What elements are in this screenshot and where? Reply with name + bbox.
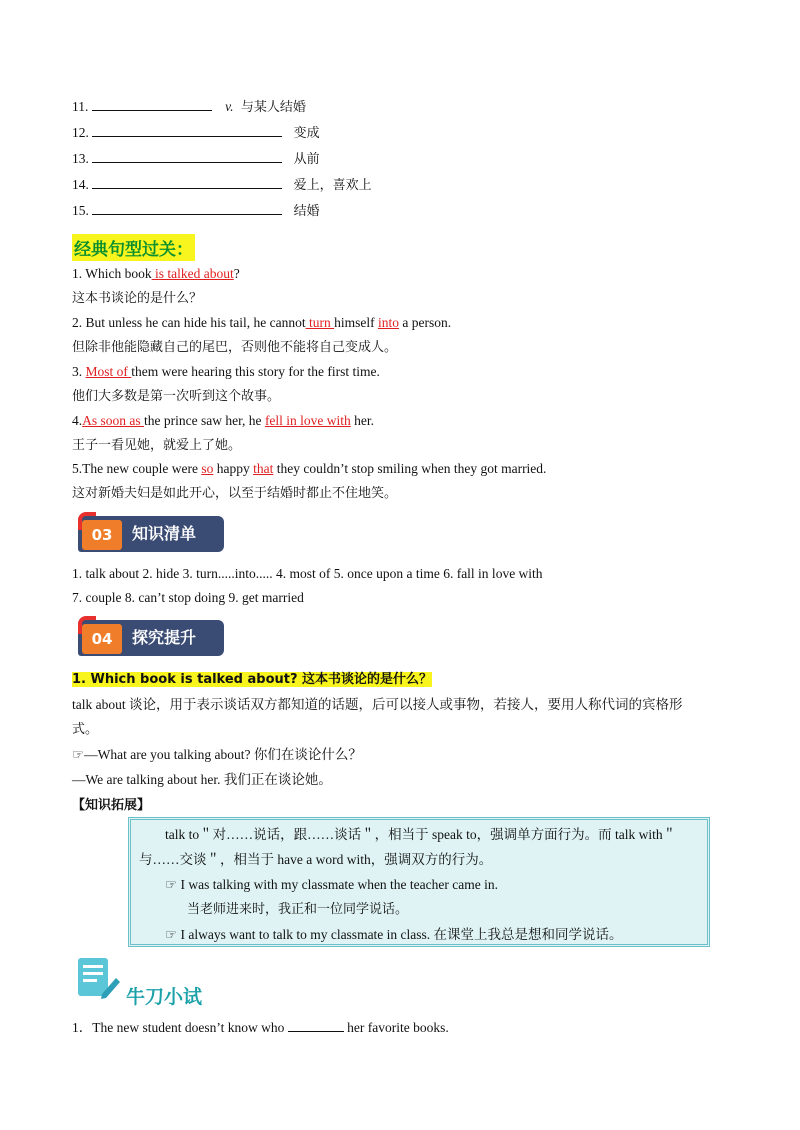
section-banner-04 bbox=[78, 620, 224, 656]
box-text: talk to＂对……说话，跟……谈话＂，相当于 speak to，强调单方面行为。而 talk with＂ bbox=[165, 827, 677, 842]
answer-blank[interactable] bbox=[288, 1017, 344, 1032]
sentence-en bbox=[72, 314, 451, 332]
explore-description-cont: 式。 bbox=[72, 722, 99, 737]
section-number: 03 bbox=[82, 520, 122, 550]
sentence-text: 5.The new couple were bbox=[72, 461, 202, 476]
section-number: 04 bbox=[82, 624, 122, 654]
answer-text: As soon as bbox=[82, 413, 145, 428]
item-number: 13. bbox=[72, 151, 89, 166]
sentence-zh: 这对新婚夫妇是如此开心，以至于结婚时都止不住地笑。 bbox=[72, 486, 398, 501]
box-text: 与……交谈＂，相当于 have a word with，强调双方的行为。 bbox=[139, 852, 493, 867]
answer-text: into bbox=[377, 315, 399, 330]
sentences-heading: 经典句型过关： bbox=[72, 234, 195, 261]
example-sentence: —We are talking about her. 我们正在谈论她。 bbox=[72, 772, 332, 787]
box-example: ☞ I was talking with my classmate when the teacher came in. bbox=[165, 877, 498, 892]
sentence-zh: 王子一看见她，就爱上了她。 bbox=[72, 438, 242, 453]
vocab-item bbox=[72, 148, 320, 169]
vocab-meaning: 结婚 bbox=[293, 204, 320, 219]
answer-blank bbox=[92, 174, 282, 189]
sentence-text: ? bbox=[233, 266, 240, 281]
item-number: 14. bbox=[72, 177, 89, 192]
answer-blank bbox=[92, 148, 282, 163]
question-text: her favorite books. bbox=[343, 1020, 449, 1035]
sentence-text: they couldn’t stop smiling when they got married. bbox=[273, 461, 547, 476]
knowledge-box bbox=[128, 817, 710, 947]
sentence-zh: 这本书谈论的是什么？ bbox=[72, 291, 203, 306]
part-of-speech: v. bbox=[225, 99, 234, 114]
vocab-item bbox=[72, 174, 372, 195]
vocab-item bbox=[72, 96, 306, 117]
sentence-text: himself bbox=[334, 315, 378, 330]
vocab-meaning: 变成 bbox=[293, 126, 320, 141]
notepad-pencil-icon bbox=[76, 956, 120, 1000]
knowledge-expansion-label: 【知识拓展】 bbox=[72, 798, 151, 813]
sentence-en bbox=[72, 412, 374, 430]
sentence-text: 1. Which book bbox=[72, 266, 152, 281]
vocab-item bbox=[72, 122, 320, 143]
sentence-text: 3. bbox=[72, 364, 86, 379]
practice-title: 牛刀小试 bbox=[126, 986, 203, 1008]
question-text: 1．The new student doesn’t know who bbox=[72, 1020, 288, 1035]
sentence-text: 2. But unless he can hide his tail, he cannot bbox=[72, 315, 306, 330]
explore-description: talk about 谈论，用于表示谈话双方都知道的话题，后可以接人或事物，若接人，要用人称代词的宾格形 bbox=[72, 697, 683, 712]
exercise-question bbox=[72, 1017, 449, 1037]
answer-blank bbox=[92, 96, 212, 111]
section-title: 知识清单 bbox=[132, 524, 197, 543]
vocab-meaning: 与某人结婚 bbox=[240, 100, 306, 115]
sentence-zh: 但除非他能隐藏自己的尾巴，否则他不能将自己变成人。 bbox=[72, 340, 398, 355]
item-number: 15. bbox=[72, 203, 89, 218]
sentence-en bbox=[72, 265, 240, 283]
sentence-zh: 他们大多数是第一次听到这个故事。 bbox=[72, 389, 281, 404]
section-banner-03 bbox=[78, 516, 224, 552]
example-sentence: ☞—What are you talking about? 你们在谈论什么？ bbox=[72, 747, 362, 762]
vocab-meaning: 从前 bbox=[293, 152, 320, 167]
sentence-text: the prince saw her, he bbox=[144, 413, 265, 428]
answer-text: Most of bbox=[85, 364, 132, 379]
answer-text: is talked about bbox=[151, 266, 234, 281]
box-example: ☞ I always want to talk to my classmate in class. 在课堂上我总是想和同学说话。 bbox=[165, 927, 623, 942]
section-title: 探究提升 bbox=[132, 628, 197, 647]
answer-blank bbox=[92, 200, 282, 215]
sentence-en bbox=[72, 460, 546, 478]
sentence-text: 4. bbox=[72, 413, 83, 428]
item-number: 12. bbox=[72, 125, 89, 140]
answer-text: fell in love with bbox=[264, 413, 351, 428]
sentence-text: them were hearing this story for the first time. bbox=[131, 364, 380, 379]
answer-text: turn bbox=[305, 315, 335, 330]
checklist-line: 1. talk about 2. hide 3. turn.....into..... 4. most of 5. once upon a time 6. fall in love with bbox=[72, 566, 543, 581]
item-number: 11. bbox=[72, 99, 89, 114]
vocab-meaning: 爱上，喜欢上 bbox=[293, 178, 372, 193]
sentence-en bbox=[72, 363, 380, 381]
box-translation: 当老师进来时，我正和一位同学说话。 bbox=[187, 902, 409, 917]
answer-blank bbox=[92, 122, 282, 137]
sentence-text: a person. bbox=[398, 315, 452, 330]
explore-heading bbox=[72, 670, 432, 689]
answer-text: that bbox=[253, 461, 274, 476]
sentence-text: her. bbox=[350, 413, 375, 428]
sentence-text: happy bbox=[213, 461, 254, 476]
highlighted-heading: 1. Which book is talked about? 这本书谈论的是什么？ bbox=[72, 672, 433, 687]
vocab-item bbox=[72, 200, 320, 221]
checklist-line: 7. couple 8. can’t stop doing 9. get married bbox=[72, 590, 304, 605]
answer-text: so bbox=[201, 461, 214, 476]
